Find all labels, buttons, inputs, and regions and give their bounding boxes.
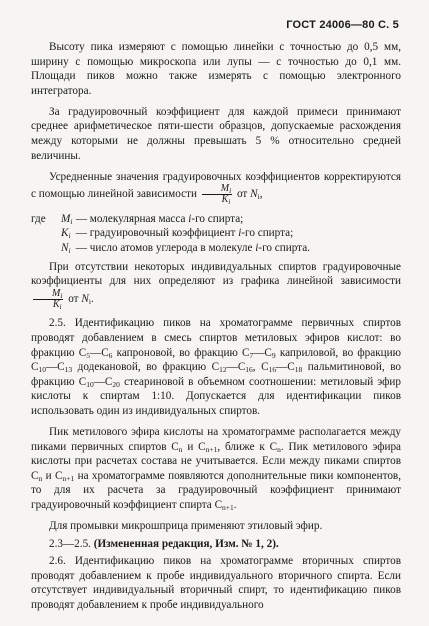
fraction-m-over-k: $\frac{M_i}{K_i}$ xyxy=(202,184,232,205)
definition-row: где $M_i$ — молекулярная масса i-го спирта; xyxy=(31,212,244,226)
fraction-m-over-k: $\frac{M_i}{K_i}$ xyxy=(33,289,63,310)
paragraph-linear-dependence: Усредненные значения градуировочных коэффициентов корректируются с помощью линейной зависимости $\frac{M_i}{K_i}$ от $N_i$, xyxy=(31,170,401,207)
page-header: ГОСТ 24006—80 С. 5 xyxy=(286,19,399,31)
definitions-list xyxy=(31,212,401,256)
paragraph-amendment-note: 2.3—2.5. (Измененная редакция, Изм. № 1, 2). xyxy=(49,537,279,550)
paragraph-peak-measurement: Высоту пика измеряют с помощью линейки с точностью до 0,5 мм, ширину с помощью микроскопа или лупы — с точностью до 0,1 мм. Площади пиков можно также измерять с помощью электронного интегратора. xyxy=(31,41,401,97)
definition-row: $K_i$ — градуировочный коэффициент i-го спирта; xyxy=(61,227,294,241)
paragraph-missing-alcohols: При отсутствии некоторых индивидуальных спиртов градуировочные коэффициенты для них определяют из графика линейной зависимости $\frac{M_i}{K_i}$ от $N_i$. xyxy=(31,260,401,311)
paragraph-methyl-ester-peak: Пик метилового эфира кислоты на хроматограмме располагается между пиками первичных спиртов $C_n$ и $C_{n+1}$, ближе к $C_n$. Пик метилового эфира кислоты при расчетах состава не учитывается. Если между пиками спиртов $C_n$ и $C_{n+1}$ на хроматограмме появляются дополнительные пики компонентов, то для их расчета за градуировочный коэффициент принимают градуировочный коэффициент спирта $C_{n+1}$. xyxy=(31,425,402,512)
paragraph-calibration-coefficient: За градуировочный коэффициент для каждой примеси принимают среднее арифметическое пяти-шести образцов, допускаемые расхождения между которыми не должны превышать 5 % относительно средней величины. xyxy=(31,105,401,162)
document-body xyxy=(31,40,401,619)
paragraph-2-5-identification: 2.5. Идентификацию пиков на хроматограмме первичных спиртов проводят добавлением в смесь спиртов метиловых эфиров кислот: во фракцию $C_5—C_6$ капроновой, во фракцию $C_7—C_9$ каприловой, во фракцию $C_{10}—C_{13}$ додекановой, во фракцию $C_{12}—C_{16}$, $C_{16}—C_{18}$ пальмитиновой, во фракцию $C_{10}—C_{20}$ стеариновой в объемном соотношении: метиловый эфир кислоты к спиртам 1:10. Допускается для идентификации пиков использовать один из индивидуальных спиртов. xyxy=(31,317,402,417)
paragraph-2-6-identification: 2.6. Идентификацию пиков на хроматограмме вторичных спиртов проводят добавлением к пробе индивидуального вторичного спирта. Если отсутствует индивидуальный вторичный спирт, то идентификацию пиков проводят добавлением к пробе индивидуального xyxy=(31,555,401,611)
paragraph-syringe-washing: Для промывки микрошприца применяют этиловый эфир. xyxy=(49,520,323,533)
definition-row: $N_i$ — число атомов углерода в молекуле i-го спирта. xyxy=(61,242,310,256)
